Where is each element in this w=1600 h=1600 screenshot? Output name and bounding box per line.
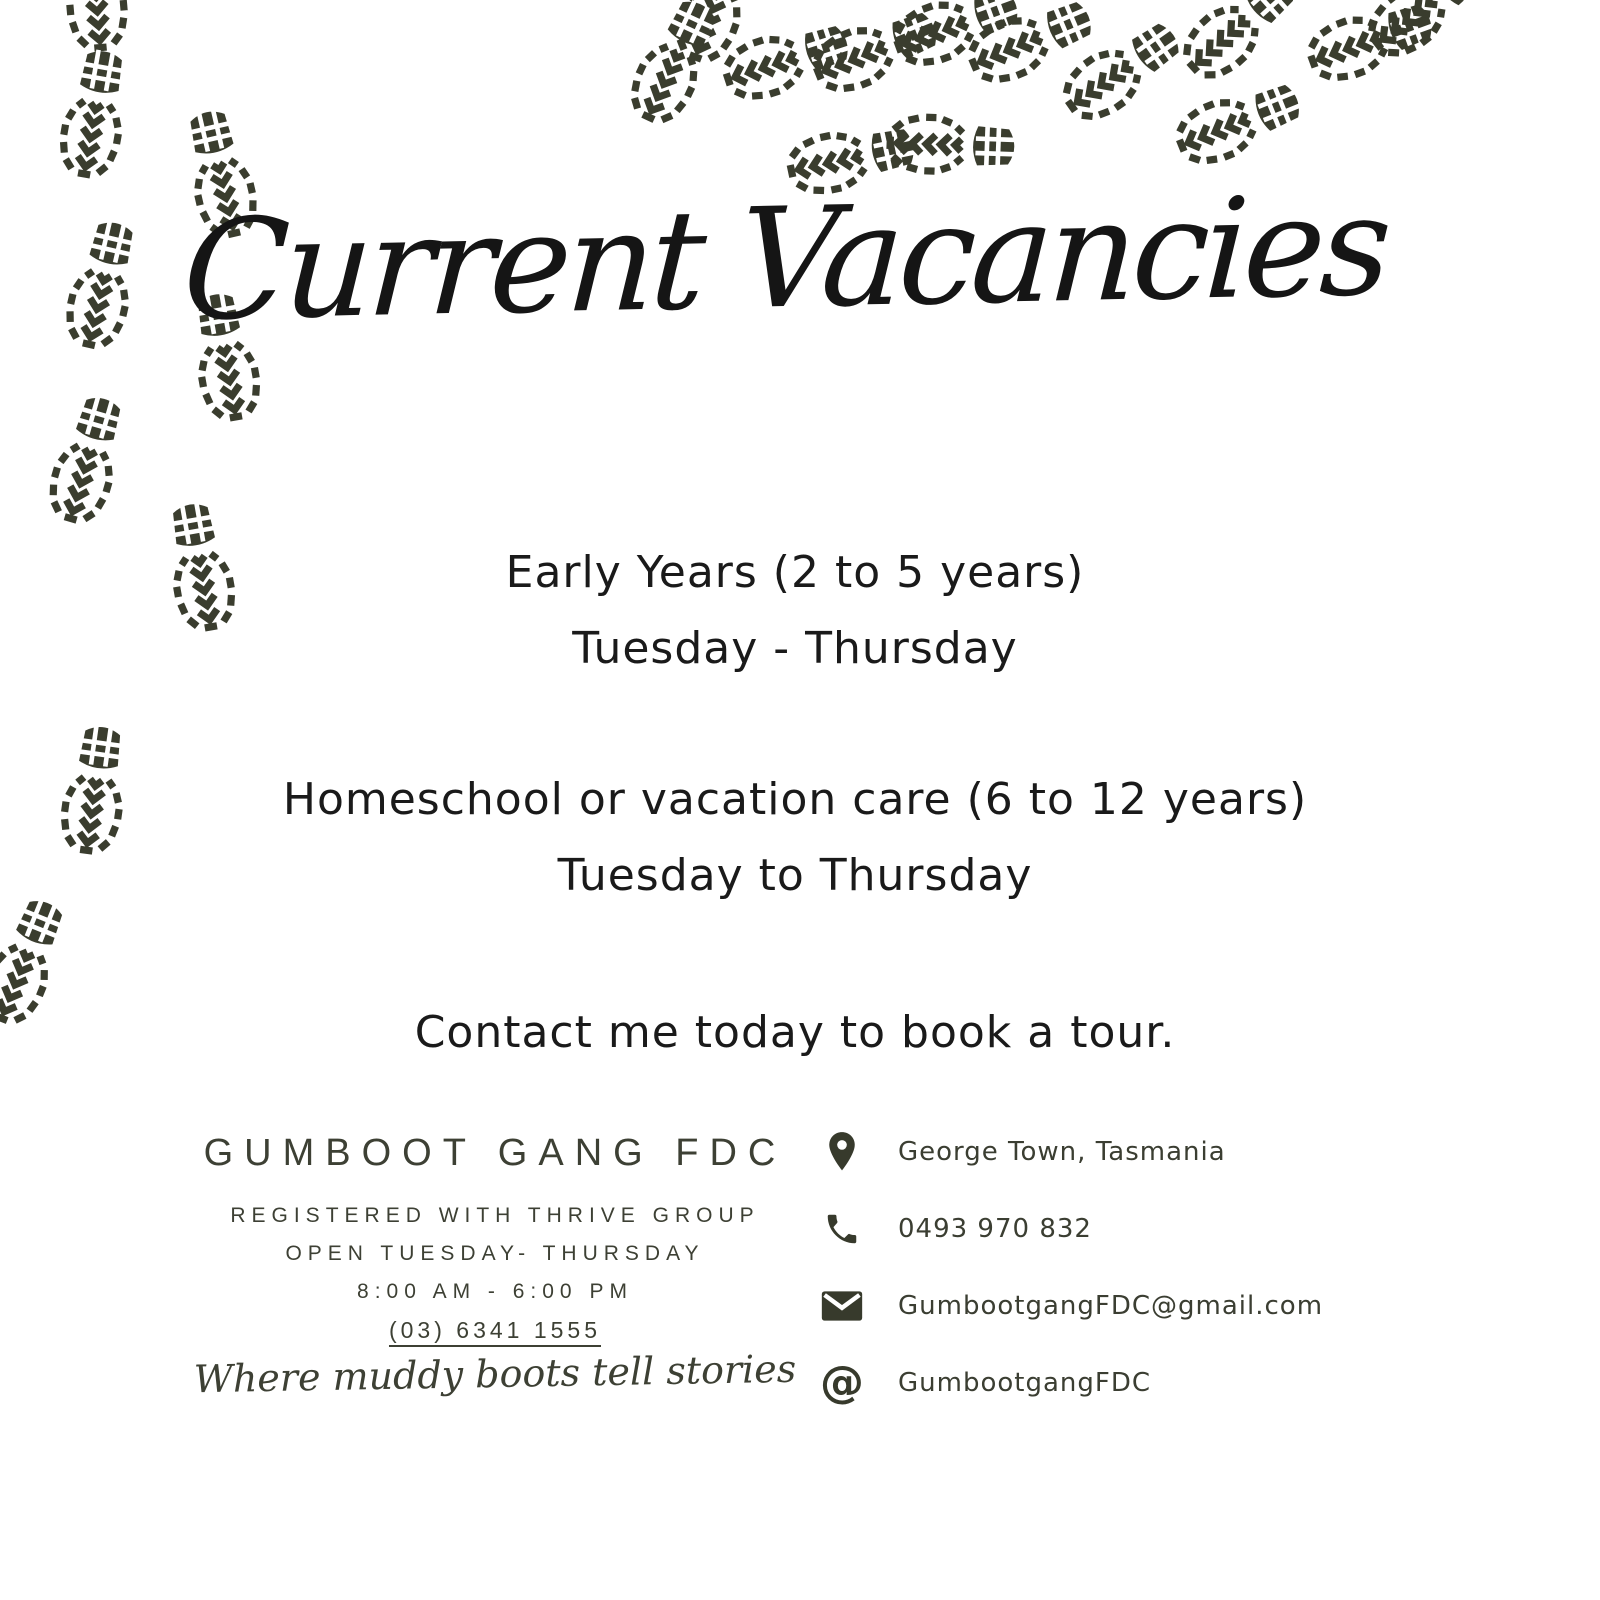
bootprint-icon (624, 0, 725, 128)
location-pin-icon (818, 1128, 866, 1176)
bootprint-icon (889, 116, 1015, 174)
phone-icon (818, 1205, 866, 1253)
business-open-days: OPEN TUESDAY- THURSDAY (285, 1242, 705, 1265)
contact-location: George Town, Tasmania (898, 1137, 1226, 1167)
at-sign-icon: @ (820, 1357, 864, 1408)
bootprint-icon (1175, 0, 1303, 87)
bootprint-icon (720, 15, 855, 104)
business-name: GUMBOOT GANG FDC (203, 1132, 787, 1174)
business-registered: REGISTERED WITH THRIVE GROUP (230, 1204, 760, 1227)
vacancy-homeschool-days: Tuesday to Thursday (557, 850, 1033, 901)
vacancy-early-years-ages: Early Years (2 to 5 years) (505, 547, 1085, 598)
contact-row-social (818, 1357, 1323, 1409)
contact-social: GumbootgangFDC (898, 1368, 1152, 1398)
bootprint-icon (63, 0, 127, 50)
business-tagline: Where muddy boots tell stories (193, 1346, 797, 1402)
bootprint-icon (45, 391, 131, 526)
vacancy-early-years (10, 535, 1580, 687)
cta-text (10, 995, 1580, 1071)
cta-line: Contact me today to book a tour. (414, 1007, 1176, 1058)
business-phone: (03) 6341 1555 (388, 1317, 601, 1343)
page-title: Current Vacancies (179, 165, 1391, 352)
bootprint-icon (58, 46, 132, 178)
business-hours: 8:00 AM - 6:00 PM (357, 1280, 633, 1303)
contact-row-phone (818, 1203, 1323, 1255)
envelope-icon (818, 1282, 866, 1330)
vacancy-homeschool-ages: Homeschool or vacation care (6 to 12 years) (282, 774, 1308, 825)
vacancy-early-years-days: Tuesday - Thursday (572, 623, 1018, 674)
business-info (165, 1132, 825, 1402)
bootprint-icon (1172, 74, 1308, 170)
contact-email: GumbootgangFDC@gmail.com (898, 1291, 1324, 1321)
contact-row-location (818, 1126, 1323, 1178)
vacancy-homeschool (10, 762, 1580, 914)
contact-mobile: 0493 970 832 (898, 1214, 1092, 1244)
contact-row-email (818, 1280, 1323, 1332)
contact-info (818, 1126, 1323, 1434)
